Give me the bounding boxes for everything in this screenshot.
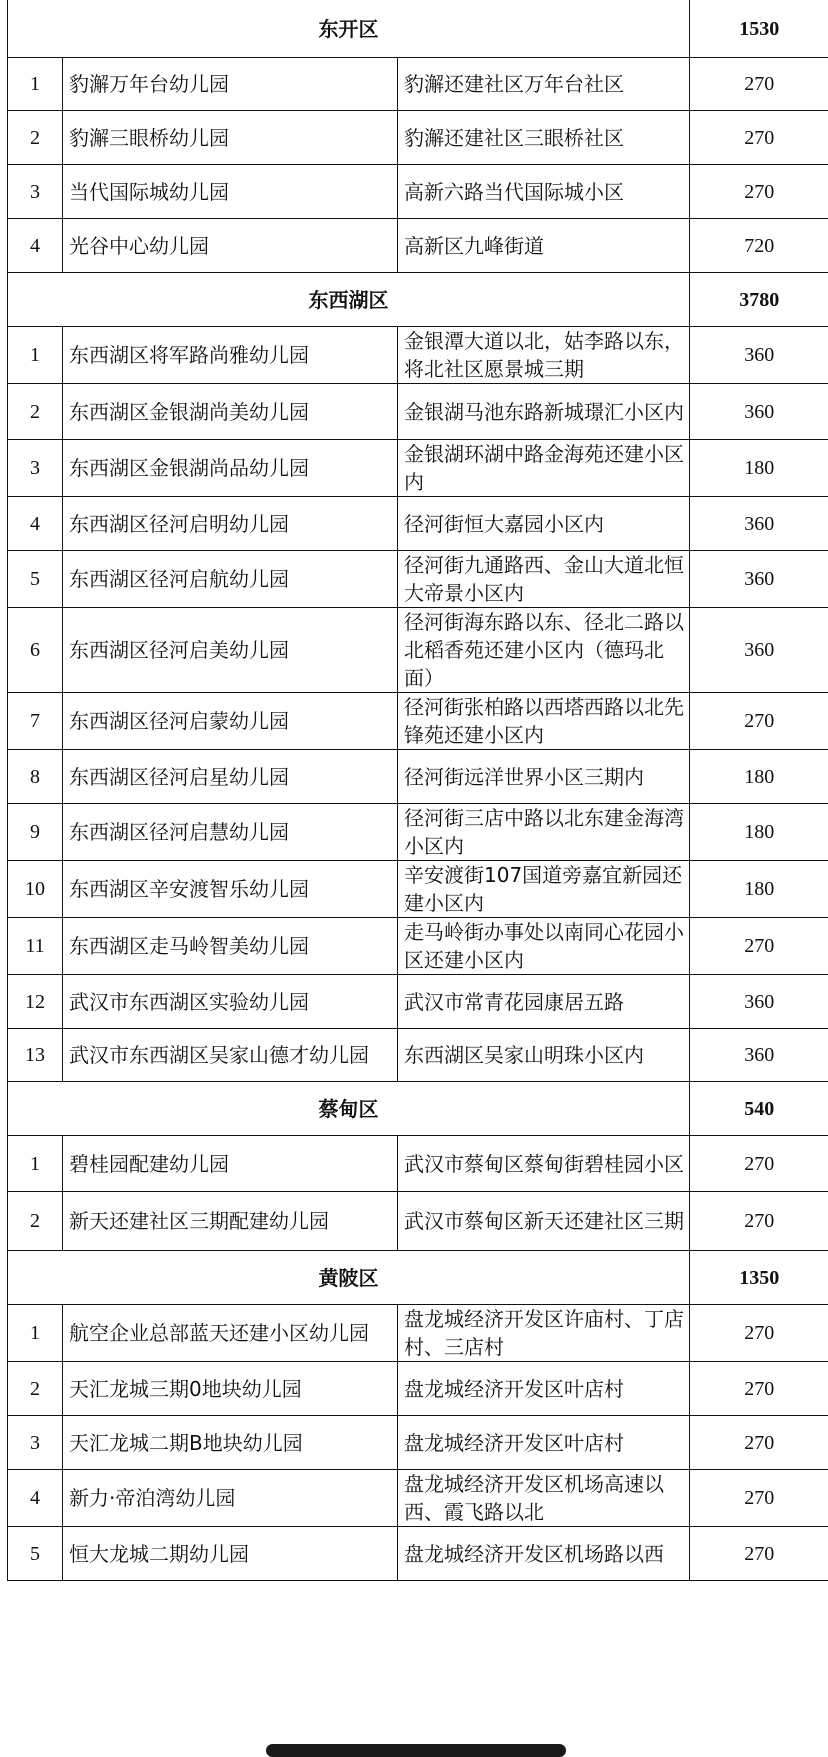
table-row (8, 918, 828, 975)
kindergarten-address: 金银潭大道以北，姑李路以东，将北社区愿景城三期 (398, 327, 690, 384)
seat-count: 180 (690, 440, 828, 497)
kindergarten-table-sheet (7, 0, 828, 1581)
kindergarten-address: 高新区九峰街道 (398, 219, 690, 273)
kindergarten-address: 径河街海东路以东、径北二路以北稻香苑还建小区内（德玛北面） (398, 608, 690, 693)
kindergarten-address: 武汉市蔡甸区新天还建社区三期 (398, 1192, 690, 1251)
seat-count: 180 (690, 750, 828, 804)
district-total: 1350 (690, 1251, 828, 1305)
seat-count: 360 (690, 608, 828, 693)
district-header-row (8, 1082, 828, 1136)
kindergarten-address: 武汉市常青花园康居五路 (398, 975, 690, 1029)
kindergarten-address: 高新六路当代国际城小区 (398, 165, 690, 219)
kindergarten-name: 恒大龙城二期幼儿园 (63, 1527, 398, 1581)
district-total: 1530 (690, 0, 828, 58)
kindergarten-name: 天汇龙城二期B地块幼儿园 (63, 1416, 398, 1470)
seat-count: 270 (690, 1527, 828, 1581)
row-index: 4 (8, 1470, 63, 1527)
kindergarten-name: 东西湖区径河启明幼儿园 (63, 497, 398, 551)
row-index: 1 (8, 1136, 63, 1192)
district-header-row (8, 273, 828, 327)
table-row (8, 1416, 828, 1470)
kindergarten-address: 金银湖马池东路新城璟汇小区内 (398, 384, 690, 440)
row-index: 3 (8, 165, 63, 219)
table-row (8, 165, 828, 219)
kindergarten-name: 东西湖区径河启航幼儿园 (63, 551, 398, 608)
row-index: 5 (8, 1527, 63, 1581)
kindergarten-name: 东西湖区金银湖尚美幼儿园 (63, 384, 398, 440)
kindergarten-address: 径河街三店中路以北东建金海湾小区内 (398, 804, 690, 861)
table-row (8, 804, 828, 861)
seat-count: 180 (690, 861, 828, 918)
table-row (8, 1305, 828, 1362)
kindergarten-name: 天汇龙城三期0地块幼儿园 (63, 1362, 398, 1416)
table-row (8, 1192, 828, 1251)
seat-count: 270 (690, 1470, 828, 1527)
seat-count: 180 (690, 804, 828, 861)
kindergarten-name: 当代国际城幼儿园 (63, 165, 398, 219)
row-index: 7 (8, 693, 63, 750)
seat-count: 360 (690, 384, 828, 440)
kindergarten-name: 武汉市东西湖区吴家山德才幼儿园 (63, 1029, 398, 1082)
table-row (8, 1362, 828, 1416)
district-total: 540 (690, 1082, 828, 1136)
kindergarten-name: 新天还建社区三期配建幼儿园 (63, 1192, 398, 1251)
kindergarten-name: 东西湖区径河启星幼儿园 (63, 750, 398, 804)
kindergarten-address: 盘龙城经济开发区机场路以西 (398, 1527, 690, 1581)
table-row (8, 497, 828, 551)
table-row (8, 975, 828, 1029)
row-index: 2 (8, 1362, 63, 1416)
seat-count: 270 (690, 693, 828, 750)
table-row (8, 111, 828, 165)
kindergarten-address: 辛安渡街107国道旁嘉宜新园还建小区内 (398, 861, 690, 918)
table-row (8, 608, 828, 693)
table-row (8, 750, 828, 804)
row-index: 4 (8, 497, 63, 551)
row-index: 6 (8, 608, 63, 693)
seat-count: 270 (690, 1136, 828, 1192)
row-index: 3 (8, 440, 63, 497)
kindergarten-name: 光谷中心幼儿园 (63, 219, 398, 273)
seat-count: 270 (690, 165, 828, 219)
row-index: 1 (8, 327, 63, 384)
kindergarten-address: 豹澥还建社区万年台社区 (398, 58, 690, 111)
row-index: 8 (8, 750, 63, 804)
table-row (8, 58, 828, 111)
table-row (8, 1470, 828, 1527)
home-indicator[interactable] (266, 1744, 566, 1757)
kindergarten-address: 盘龙城经济开发区叶店村 (398, 1362, 690, 1416)
table-row (8, 1527, 828, 1581)
seat-count: 360 (690, 551, 828, 608)
row-index: 9 (8, 804, 63, 861)
kindergarten-address: 走马岭街办事处以南同心花园小区还建小区内 (398, 918, 690, 975)
seat-count: 720 (690, 219, 828, 273)
table-row (8, 1029, 828, 1082)
kindergarten-table (7, 0, 828, 1581)
table-row (8, 551, 828, 608)
kindergarten-name: 东西湖区辛安渡智乐幼儿园 (63, 861, 398, 918)
seat-count: 270 (690, 111, 828, 165)
kindergarten-name: 碧桂园配建幼儿园 (63, 1136, 398, 1192)
row-index: 1 (8, 58, 63, 111)
row-index: 2 (8, 384, 63, 440)
kindergarten-address: 武汉市蔡甸区蔡甸街碧桂园小区 (398, 1136, 690, 1192)
table-row (8, 1136, 828, 1192)
row-index: 2 (8, 111, 63, 165)
table-row (8, 861, 828, 918)
table-row (8, 440, 828, 497)
kindergarten-name: 东西湖区金银湖尚品幼儿园 (63, 440, 398, 497)
kindergarten-address: 径河街远洋世界小区三期内 (398, 750, 690, 804)
kindergarten-address: 盘龙城经济开发区叶店村 (398, 1416, 690, 1470)
row-index: 11 (8, 918, 63, 975)
kindergarten-name: 豹澥三眼桥幼儿园 (63, 111, 398, 165)
district-total: 3780 (690, 273, 828, 327)
kindergarten-address: 豹澥还建社区三眼桥社区 (398, 111, 690, 165)
row-index: 13 (8, 1029, 63, 1082)
district-name: 蔡甸区 (8, 1082, 690, 1136)
kindergarten-address: 盘龙城经济开发区机场高速以西、霞飞路以北 (398, 1470, 690, 1527)
seat-count: 270 (690, 1362, 828, 1416)
kindergarten-name: 武汉市东西湖区实验幼儿园 (63, 975, 398, 1029)
row-index: 12 (8, 975, 63, 1029)
seat-count: 360 (690, 327, 828, 384)
seat-count: 270 (690, 918, 828, 975)
district-name: 东开区 (8, 0, 690, 58)
kindergarten-address: 径河街恒大嘉园小区内 (398, 497, 690, 551)
district-header-row (8, 0, 828, 58)
kindergarten-address: 东西湖区吴家山明珠小区内 (398, 1029, 690, 1082)
kindergarten-name: 豹澥万年台幼儿园 (63, 58, 398, 111)
kindergarten-address: 盘龙城经济开发区许庙村、丁店村、三店村 (398, 1305, 690, 1362)
kindergarten-name: 新力·帝泊湾幼儿园 (63, 1470, 398, 1527)
kindergarten-address: 径河街九通路西、金山大道北恒大帝景小区内 (398, 551, 690, 608)
row-index: 2 (8, 1192, 63, 1251)
row-index: 4 (8, 219, 63, 273)
table-body (8, 0, 828, 1581)
seat-count: 360 (690, 1029, 828, 1082)
seat-count: 270 (690, 1305, 828, 1362)
kindergarten-name: 东西湖区径河启美幼儿园 (63, 608, 398, 693)
kindergarten-name: 东西湖区径河启蒙幼儿园 (63, 693, 398, 750)
row-index: 10 (8, 861, 63, 918)
row-index: 3 (8, 1416, 63, 1470)
table-row (8, 384, 828, 440)
district-header-row (8, 1251, 828, 1305)
kindergarten-name: 东西湖区径河启慧幼儿园 (63, 804, 398, 861)
kindergarten-address: 径河街张柏路以西塔西路以北先锋苑还建小区内 (398, 693, 690, 750)
kindergarten-name: 航空企业总部蓝天还建小区幼儿园 (63, 1305, 398, 1362)
kindergarten-address: 金银湖环湖中路金海苑还建小区内 (398, 440, 690, 497)
row-index: 5 (8, 551, 63, 608)
seat-count: 270 (690, 1192, 828, 1251)
seat-count: 270 (690, 58, 828, 111)
table-row (8, 327, 828, 384)
seat-count: 360 (690, 975, 828, 1029)
district-name: 黄陂区 (8, 1251, 690, 1305)
kindergarten-name: 东西湖区将军路尚雅幼儿园 (63, 327, 398, 384)
table-row (8, 219, 828, 273)
seat-count: 270 (690, 1416, 828, 1470)
table-row (8, 693, 828, 750)
row-index: 1 (8, 1305, 63, 1362)
seat-count: 360 (690, 497, 828, 551)
kindergarten-name: 东西湖区走马岭智美幼儿园 (63, 918, 398, 975)
district-name: 东西湖区 (8, 273, 690, 327)
